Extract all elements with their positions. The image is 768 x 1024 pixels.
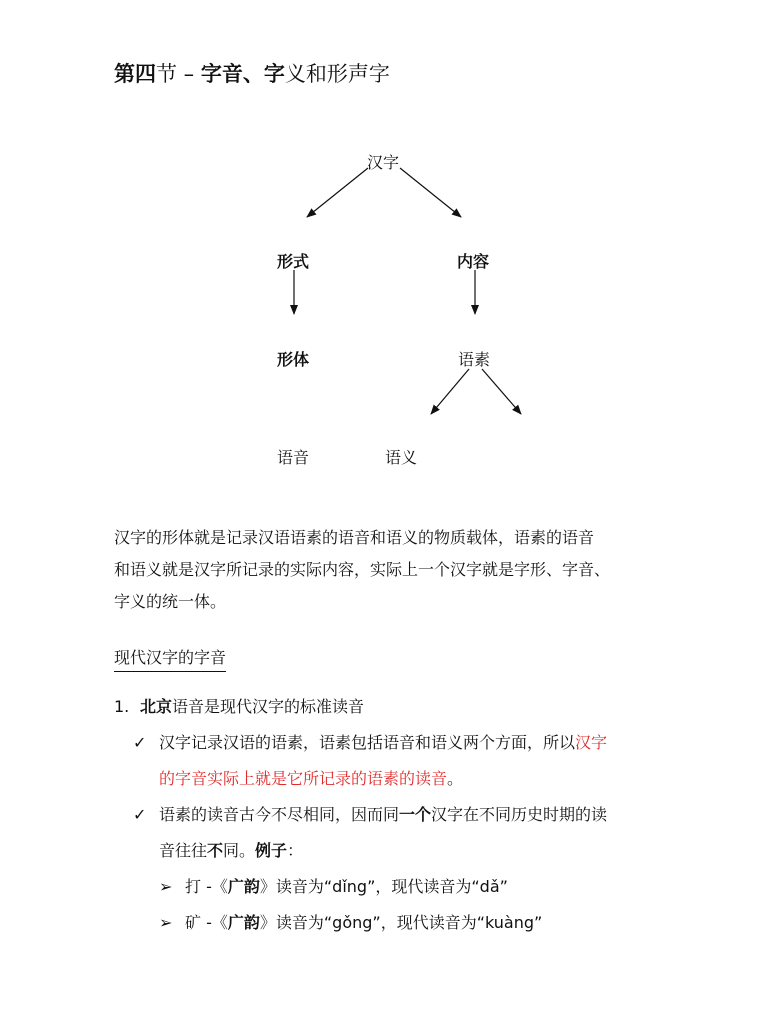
title-section: 第四 [114,62,156,86]
tree-node-sound: 语音 [277,448,310,467]
tree-node-content: 内容 [457,252,490,271]
paragraph-line: 和语义就是汉字所记录的实际内容，实际上一个汉字就是字形、字音、 [114,560,611,579]
check-item-2 [133,803,607,827]
check-item-bold: 一个 [399,805,432,824]
example-item-1 [159,875,508,899]
tree-node-meaning: 语义 [385,448,418,467]
tree-node-form: 形式 [277,252,310,271]
arrow-root-to-content [400,168,461,217]
list-item-text: 语音是现代汉字的标准读音 [172,697,365,716]
paragraph-line: 汉字的形体就是记录汉语语素的语音和语义的物质载体，语素的语音 [114,528,595,547]
title-topic-bold: 字音、字 [200,62,285,86]
example-book: 广韵 [227,913,260,932]
title-topic: 义和形声字 [284,62,390,86]
check-item-text: 汉字在不同历史时期的读 [431,805,608,824]
example-text: 》读音为“dǐng”，现代读音为“dǎ” [259,877,508,896]
tree-node-morpheme: 语素 [458,350,491,369]
check-item-2-continuation [159,839,303,863]
section-subheading: 现代汉字的字音 [114,646,226,672]
intro-paragraph [114,522,684,618]
check-item-1 [133,731,607,755]
example-text: 》读音为“gǒng”，现代读音为“kuàng” [259,913,543,932]
check-item-text: 汉字记录汉语的语素，语素包括语音和语义两个方面，所以 [159,733,576,752]
check-item-highlight: 汉字 [575,733,608,752]
check-item-text: 。 [447,769,464,788]
example-label: 例子 [255,841,288,860]
check-item-text: 音往往 [159,841,208,860]
example-char: 打 -《 [185,877,228,896]
list-item-1 [114,695,364,719]
check-icon: ✓ [133,733,147,752]
list-number: 1. [114,697,130,716]
check-item-highlight: 的字音实际上就是它所记录的语素的读音 [159,769,448,788]
arrow-root-to-form [307,168,368,217]
check-icon: ✓ [133,805,147,824]
example-char: 矿 -《 [185,913,228,932]
arrowhead-bullet-icon: ➢ [159,877,173,896]
check-item-text: 同。 [223,841,256,860]
example-book: 广韵 [227,877,260,896]
tree-node-root: 汉字 [367,153,400,172]
list-item-bold: 北京 [140,697,173,716]
arrow-morpheme-to-sound [431,369,469,414]
arrowhead-bullet-icon: ➢ [159,913,173,932]
paragraph-line: 字义的统一体。 [114,592,227,611]
title-section-suffix: 节 [156,62,177,86]
arrow-morpheme-to-meaning [482,369,521,414]
check-item-text: 语素的读音古今不尽相同，因而同 [159,805,400,824]
title-dash: – [177,62,201,86]
check-item-1-continuation [159,767,463,791]
tree-node-body: 形体 [277,350,310,369]
check-item-bold: 不 [207,841,224,860]
example-item-2 [159,911,542,935]
check-item-text: ： [287,841,304,860]
